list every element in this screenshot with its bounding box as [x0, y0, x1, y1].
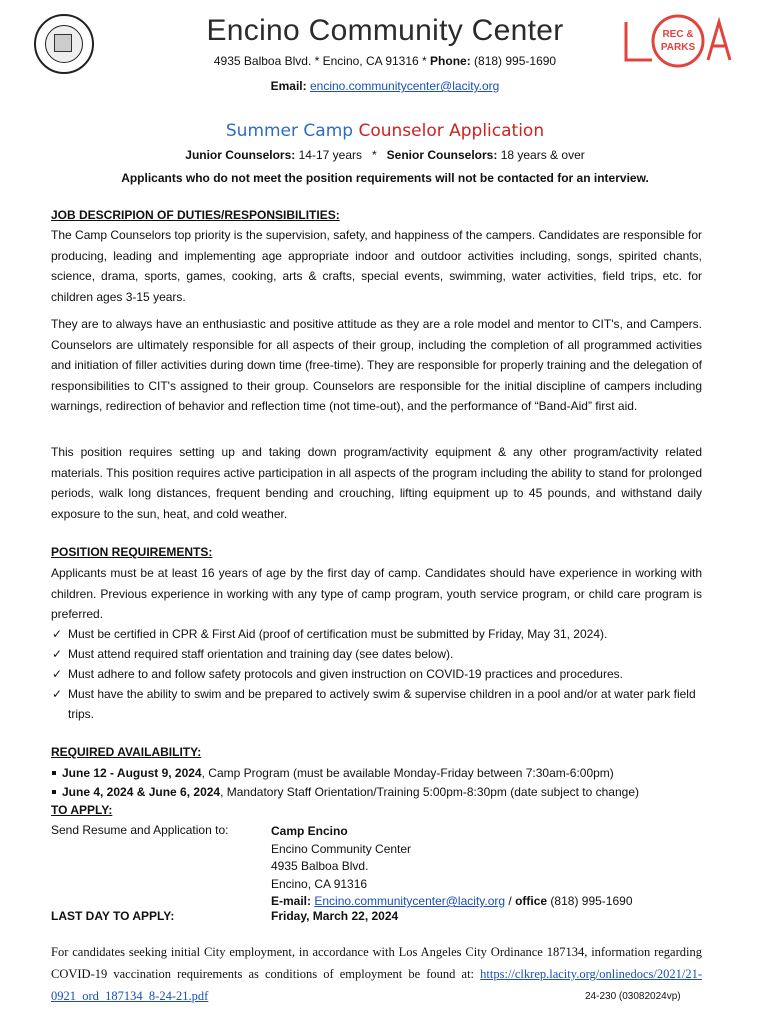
availability-dates: June 12 - August 9, 2024	[62, 766, 202, 780]
office-separator: /	[505, 894, 516, 908]
phone: (818) 995-1690	[470, 54, 557, 68]
office-label: office	[515, 894, 548, 908]
office-phone: (818) 995-1690	[547, 894, 633, 908]
junior-label: Junior Counselors:	[185, 148, 296, 162]
document-code: 24-230 (03082024vp)	[585, 991, 681, 1002]
application-title	[0, 121, 770, 141]
availability-desc: , Camp Program (must be available Monday-Friday between 7:30am-6:00pm)	[201, 766, 614, 780]
last-day-date: Friday, March 22, 2024	[271, 909, 399, 923]
contact-line	[271, 893, 633, 911]
email-label: E-mail:	[271, 894, 312, 908]
la-rec-parks-logo	[622, 14, 732, 68]
junior-value: 14-17 years *	[295, 148, 387, 162]
send-label: Send Resume and Application to:	[51, 823, 229, 837]
page-title: Encino Community Center	[206, 14, 564, 47]
senior-label: Senior Counselors:	[386, 148, 498, 162]
requirement-item: ✓ Must adhere to and follow safety protocols and given instruction on COVID-19 practices and procedures.	[51, 664, 711, 684]
availability-heading: REQUIRED AVAILABILITY:	[51, 745, 202, 759]
city-state-zip: Encino, CA 91316	[271, 876, 368, 891]
availability-item	[51, 783, 731, 802]
address: 4935 Balboa Blvd. * Encino, CA 91316 *	[213, 54, 431, 68]
email-label: Email:	[270, 79, 307, 93]
email-link[interactable]: encino.communitycenter@lacity.org	[309, 79, 500, 93]
age-requirements	[0, 148, 770, 162]
email-line	[0, 79, 770, 93]
availability-list	[51, 764, 731, 802]
camp-name: Camp Encino	[271, 824, 348, 838]
logo-text-top: REC &	[662, 29, 694, 40]
phone-label: Phone:	[430, 54, 471, 68]
requirement-item: ✓ Must have the ability to swim and be prepared to actively swim & supervise children in a pool and/or at water park field trips.	[51, 684, 708, 724]
mailing-address	[271, 823, 633, 911]
street-address: 4935 Balboa Blvd.	[271, 859, 369, 873]
duties-paragraph-3: This position requires setting up and taking down program/activity equipment & any other program/activity related materials. This position requires active participation in all aspects of the program including the ability to stand for prolonged periods, walk long distances, frequent bending and crouching, lifting equipment up to 45 pounds, and withstand daily exposure to the sun, heat, and cold weather.	[51, 445, 702, 521]
duties-paragraph-2: They are to always have an enthusiastic and positive attitude as they are a role model and mentor to CIT's, and Campers. Counselors are ultimately responsible for all aspects of their group, including the completion of all programmed activities and initiation of filler activities during down time (free-time). They are responsible for properly training and the delegation of responsibilities to CIT's assigned to their group. Counselors are responsible for the initial discipline of campers including warnings, redirection of behavior and reflection time (not time-out), and the performance of “Band-Aid” first aid.	[51, 317, 702, 413]
requirement-item: ✓ Must be certified in CPR & First Aid (proof of certification must be submitted by Friday, May 31, 2024).	[51, 624, 711, 644]
last-day-label: LAST DAY TO APPLY:	[51, 909, 175, 923]
requirements-heading: POSITION REQUIREMENTS:	[51, 545, 213, 559]
title-part1: Summer Camp	[225, 121, 359, 141]
availability-dates: June 4, 2024 & June 6, 2024	[62, 785, 221, 799]
logo-text-bottom: PARKS	[660, 42, 696, 53]
duties-paragraph-1: The Camp Counselors top priority is the supervision, safety, and happiness of the campers. Candidates are responsible for producing, leading and implementing age appropriate indoor and outdoor activities including, songs, spirited chants, science, drama, sports, games, cooking, arts & crafts, special events, swimming, water activities, field trips, etc. for children ages 3-15 years.	[51, 228, 702, 304]
availability-desc: , Mandatory Staff Orientation/Training 5:00pm-8:30pm (date subject to change)	[220, 785, 639, 799]
apply-heading: TO APPLY:	[51, 803, 113, 817]
eligibility-notice: Applicants who do not meet the position requirements will not be contacted for an interview.	[121, 171, 649, 185]
center-name: Encino Community Center	[271, 841, 412, 856]
ordinance-link[interactable]: https://clkrep.lacity.org/onlinedocs/2021/21-0921_ord_187134_8-24-21.pdf	[51, 967, 702, 1003]
title-part2: Counselor Application	[358, 121, 545, 141]
requirements-list	[51, 624, 711, 724]
duties-heading: JOB DESCRIPION OF DUTIES/RESPONSIBILITIES:	[51, 208, 340, 222]
requirements-intro: Applicants must be at least 16 years of age by the first day of camp. Candidates should have experience in working with children. Previous experience in working with any type of camp program, youth service program, or child care program is preferred.	[51, 566, 702, 621]
footer-text: For candidates seeking initial City employment, in accordance with Los Angeles City Ordinance 187134, information regarding COVID-19 vaccination requirements as conditions of employment be found at:	[51, 945, 702, 981]
apply-email-link[interactable]: Encino.communitycenter@lacity.org	[314, 894, 506, 908]
senior-value: 18 years & over	[497, 148, 585, 162]
availability-item	[51, 764, 731, 783]
requirement-item: ✓ Must attend required staff orientation and training day (see dates below).	[51, 644, 711, 664]
